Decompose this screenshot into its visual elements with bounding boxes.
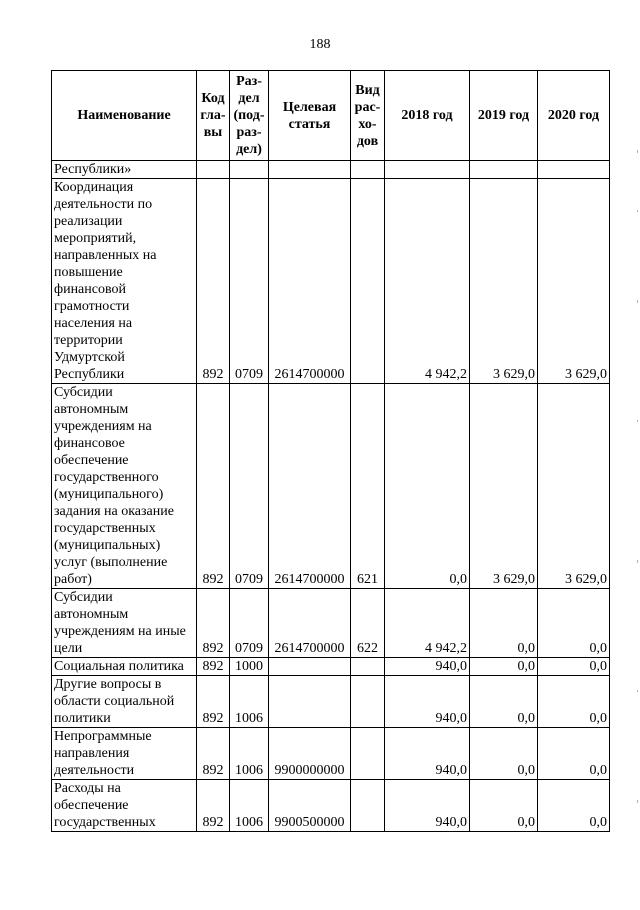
section-cell: 1006 bbox=[230, 676, 269, 728]
amount-2018-cell: 4 942,2 bbox=[385, 179, 470, 384]
article-cell bbox=[269, 161, 351, 179]
row-name-cell bbox=[52, 658, 197, 676]
text-line: учреждениям на bbox=[54, 419, 152, 434]
article-cell: 9900000000 bbox=[269, 728, 351, 780]
expense-type-cell bbox=[351, 728, 385, 780]
text-line: (муниципальных) bbox=[54, 538, 161, 553]
header-2019: 2019 год bbox=[470, 71, 538, 161]
row-name-cell bbox=[52, 179, 197, 384]
expense-type-cell: 622 bbox=[351, 589, 385, 658]
text-line: обеспечение bbox=[54, 453, 129, 468]
code-cell: 892 bbox=[197, 658, 230, 676]
text-line: (под- bbox=[233, 108, 265, 123]
text-line: гла- bbox=[200, 108, 226, 123]
page-edge-dots bbox=[634, 0, 640, 905]
text-line: обеспечение bbox=[54, 798, 129, 813]
text-line: мероприятий, bbox=[54, 231, 137, 246]
text-line: автономным bbox=[54, 402, 129, 417]
amount-2019-cell bbox=[470, 161, 538, 179]
table-row bbox=[52, 384, 610, 589]
section-cell: 0709 bbox=[230, 589, 269, 658]
expense-type-cell bbox=[351, 676, 385, 728]
text-line: государственного bbox=[54, 470, 159, 485]
text-line: повышение bbox=[54, 265, 123, 280]
amount-2020-cell: 0,0 bbox=[538, 676, 610, 728]
text-line: Субсидии bbox=[54, 590, 113, 605]
row-name-cell bbox=[52, 161, 197, 179]
expense-type-cell bbox=[351, 658, 385, 676]
code-cell: 892 bbox=[197, 384, 230, 589]
text-line: цели bbox=[54, 641, 83, 656]
header-name: Наименование bbox=[52, 71, 197, 161]
section-cell: 0709 bbox=[230, 179, 269, 384]
text-line: вы bbox=[203, 125, 223, 140]
text-line: Целевая bbox=[282, 99, 337, 115]
page-number: 188 bbox=[309, 37, 331, 52]
table-row bbox=[52, 728, 610, 780]
text-line: дел) bbox=[236, 142, 262, 157]
text-line: Расходы на bbox=[54, 781, 121, 796]
article-cell: 2614700000 bbox=[269, 179, 351, 384]
text-line: услуг (выполнение bbox=[54, 555, 168, 570]
row-name-cell bbox=[52, 589, 197, 658]
row-name-cell bbox=[52, 676, 197, 728]
expense-type-cell bbox=[351, 780, 385, 832]
section-cell: 1000 bbox=[230, 658, 269, 676]
header-section bbox=[230, 71, 269, 161]
text-line: Удмуртской bbox=[54, 350, 125, 365]
header-2020: 2020 год bbox=[538, 71, 610, 161]
code-cell: 892 bbox=[197, 728, 230, 780]
text-line: Социальная политика bbox=[54, 659, 184, 674]
table-row bbox=[52, 780, 610, 832]
row-name-cell bbox=[52, 780, 197, 832]
amount-2019-cell: 0,0 bbox=[470, 780, 538, 832]
text-line: Республики bbox=[54, 367, 125, 382]
table-row bbox=[52, 589, 610, 658]
amount-2019-cell: 3 629,0 bbox=[470, 384, 538, 589]
text-line: Непрограммные bbox=[54, 729, 152, 744]
header-row bbox=[52, 71, 610, 161]
section-cell: 1006 bbox=[230, 728, 269, 780]
text-line: Другие вопросы в bbox=[54, 677, 162, 692]
amount-2019-cell: 0,0 bbox=[470, 658, 538, 676]
budget-table bbox=[51, 70, 610, 832]
text-line: Субсидии bbox=[54, 385, 113, 400]
text-line: раз- bbox=[236, 125, 262, 140]
text-line: деятельности bbox=[54, 763, 135, 778]
text-line: населения на bbox=[54, 316, 133, 331]
text-line: Код bbox=[201, 91, 225, 106]
header-2018: 2018 год bbox=[385, 71, 470, 161]
header-expense-type bbox=[351, 71, 385, 161]
article-cell: 9900500000 bbox=[269, 780, 351, 832]
code-cell: 892 bbox=[197, 589, 230, 658]
amount-2018-cell: 940,0 bbox=[385, 658, 470, 676]
amount-2019-cell: 3 629,0 bbox=[470, 179, 538, 384]
text-line: дов bbox=[356, 133, 379, 149]
amount-2018-cell: 0,0 bbox=[385, 384, 470, 589]
text-line: (муниципального) bbox=[54, 487, 164, 502]
expense-type-cell: 621 bbox=[351, 384, 385, 589]
text-line: рас- bbox=[354, 99, 381, 115]
section-cell: 0709 bbox=[230, 384, 269, 589]
amount-2018-cell bbox=[385, 161, 470, 179]
amount-2019-cell: 0,0 bbox=[470, 589, 538, 658]
code-cell: 892 bbox=[197, 676, 230, 728]
row-name-cell bbox=[52, 384, 197, 589]
text-line: работ) bbox=[54, 572, 92, 587]
article-cell: 2614700000 bbox=[269, 384, 351, 589]
text-line: политики bbox=[54, 711, 111, 726]
amount-2020-cell: 0,0 bbox=[538, 780, 610, 832]
text-line: государственных bbox=[54, 815, 156, 830]
text-line: государственных bbox=[54, 521, 156, 536]
text-line: Координация bbox=[54, 180, 134, 195]
article-cell bbox=[269, 676, 351, 728]
text-line: финансовой bbox=[54, 282, 126, 297]
text-line: реализации bbox=[54, 214, 123, 229]
text-line: учреждениям на иные bbox=[54, 624, 186, 639]
amount-2020-cell: 3 629,0 bbox=[538, 179, 610, 384]
row-name-cell bbox=[52, 728, 197, 780]
expense-type-cell bbox=[351, 179, 385, 384]
text-line: области социальной bbox=[54, 694, 175, 709]
text-line: финансовое bbox=[54, 436, 125, 451]
amount-2019-cell: 0,0 bbox=[470, 728, 538, 780]
table-row bbox=[52, 676, 610, 728]
code-cell: 892 bbox=[197, 780, 230, 832]
amount-2020-cell: 0,0 bbox=[538, 728, 610, 780]
section-cell bbox=[230, 161, 269, 179]
text-line: грамотности bbox=[54, 299, 130, 314]
code-cell bbox=[197, 161, 230, 179]
table-row bbox=[52, 179, 610, 384]
amount-2020-cell bbox=[538, 161, 610, 179]
amount-2018-cell: 940,0 bbox=[385, 780, 470, 832]
amount-2018-cell: 940,0 bbox=[385, 728, 470, 780]
table-row bbox=[52, 658, 610, 676]
text-line: Раз- bbox=[236, 74, 262, 89]
amount-2018-cell: 940,0 bbox=[385, 676, 470, 728]
amount-2020-cell: 0,0 bbox=[538, 658, 610, 676]
header-code bbox=[197, 71, 230, 161]
section-cell: 1006 bbox=[230, 780, 269, 832]
edge-dots-graphic bbox=[634, 0, 640, 905]
table-row bbox=[52, 161, 610, 179]
text-line: задания на оказание bbox=[54, 504, 174, 519]
text-line: направленных на bbox=[54, 248, 157, 263]
text-line: Вид bbox=[355, 82, 380, 98]
text-line: хо- bbox=[358, 116, 377, 132]
text-line: деятельности по bbox=[54, 197, 153, 212]
amount-2020-cell: 3 629,0 bbox=[538, 384, 610, 589]
article-cell: 2614700000 bbox=[269, 589, 351, 658]
text-line: территории bbox=[54, 333, 123, 348]
text-line: дел bbox=[238, 91, 260, 106]
article-cell bbox=[269, 658, 351, 676]
text-line: направления bbox=[54, 746, 130, 761]
amount-2018-cell: 4 942,2 bbox=[385, 589, 470, 658]
amount-2019-cell: 0,0 bbox=[470, 676, 538, 728]
text-line: Республики» bbox=[54, 162, 132, 177]
amount-2020-cell: 0,0 bbox=[538, 589, 610, 658]
header-article bbox=[269, 71, 351, 161]
text-line: автономным bbox=[54, 607, 129, 622]
text-line: статья bbox=[288, 116, 331, 132]
expense-type-cell bbox=[351, 161, 385, 179]
code-cell: 892 bbox=[197, 179, 230, 384]
